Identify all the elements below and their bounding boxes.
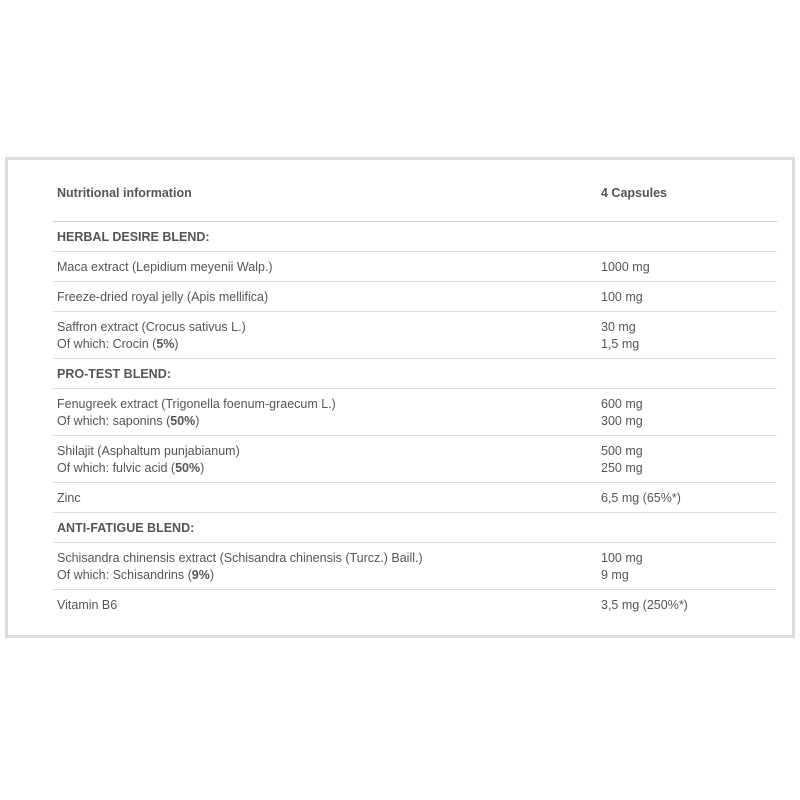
table-row bbox=[53, 282, 777, 312]
table-header-row bbox=[53, 160, 777, 222]
ingredient-amount: 500 mg bbox=[601, 444, 643, 458]
ingredient-name: Shilajit (Asphaltum punjabianum) bbox=[57, 444, 240, 458]
ingredient-sub-amount: 250 mg bbox=[601, 461, 643, 475]
ingredient-name: Saffron extract (Crocus sativus L.) bbox=[57, 320, 246, 334]
section-header-row bbox=[53, 513, 777, 543]
table-row bbox=[53, 436, 777, 483]
ingredient-sub-name: Of which: Crocin (5%) bbox=[57, 337, 179, 351]
ingredient-amount: 3,5 mg (250%*) bbox=[601, 598, 688, 612]
table-row bbox=[53, 543, 777, 590]
table-row bbox=[53, 252, 777, 282]
ingredient-sub-amount: 1,5 mg bbox=[601, 337, 640, 351]
section-title: ANTI-FATIGUE BLEND: bbox=[57, 521, 195, 535]
ingredient-name: Maca extract (Lepidium meyenii Walp.) bbox=[57, 260, 273, 274]
ingredient-sub-name: Of which: saponins (50%) bbox=[57, 414, 200, 428]
ingredient-amount: 6,5 mg (65%*) bbox=[601, 491, 681, 505]
active-percent: 50% bbox=[175, 461, 201, 475]
ingredient-amount: 30 mg bbox=[601, 320, 636, 334]
nutrition-table-frame bbox=[5, 157, 795, 638]
ingredient-amount: 600 mg bbox=[601, 397, 643, 411]
ingredient-name: Zinc bbox=[57, 491, 81, 505]
section-header-row bbox=[53, 222, 777, 252]
ingredient-name: Freeze-dried royal jelly (Apis mellifica) bbox=[57, 290, 269, 304]
header-name-cell: Nutritional information bbox=[57, 186, 192, 200]
table-row bbox=[53, 483, 777, 513]
ingredient-amount: 100 mg bbox=[601, 290, 643, 304]
ingredient-amount: 100 mg bbox=[601, 551, 643, 565]
section-title: HERBAL DESIRE BLEND: bbox=[57, 230, 210, 244]
section-title: PRO-TEST BLEND: bbox=[57, 367, 171, 381]
active-percent: 50% bbox=[170, 414, 196, 428]
section-header-row bbox=[53, 359, 777, 389]
active-percent: 9% bbox=[191, 568, 210, 582]
ingredient-sub-amount: 9 mg bbox=[601, 568, 629, 582]
table-row bbox=[53, 590, 777, 620]
ingredient-name: Vitamin B6 bbox=[57, 598, 118, 612]
ingredient-name: Fenugreek extract (Trigonella foenum-graecum L.) bbox=[57, 397, 336, 411]
header-amount-cell: 4 Capsules bbox=[601, 186, 668, 200]
table-row bbox=[53, 389, 777, 436]
nutrition-table bbox=[53, 160, 777, 620]
ingredient-amount: 1000 mg bbox=[601, 260, 650, 274]
ingredient-sub-name: Of which: Schisandrins (9%) bbox=[57, 568, 215, 582]
ingredient-sub-name: Of which: fulvic acid (50%) bbox=[57, 461, 205, 475]
ingredient-sub-amount: 300 mg bbox=[601, 414, 643, 428]
table-row bbox=[53, 312, 777, 359]
active-percent: 5% bbox=[156, 337, 175, 351]
ingredient-name: Schisandra chinensis extract (Schisandra chinensis (Turcz.) Baill.) bbox=[57, 551, 423, 565]
